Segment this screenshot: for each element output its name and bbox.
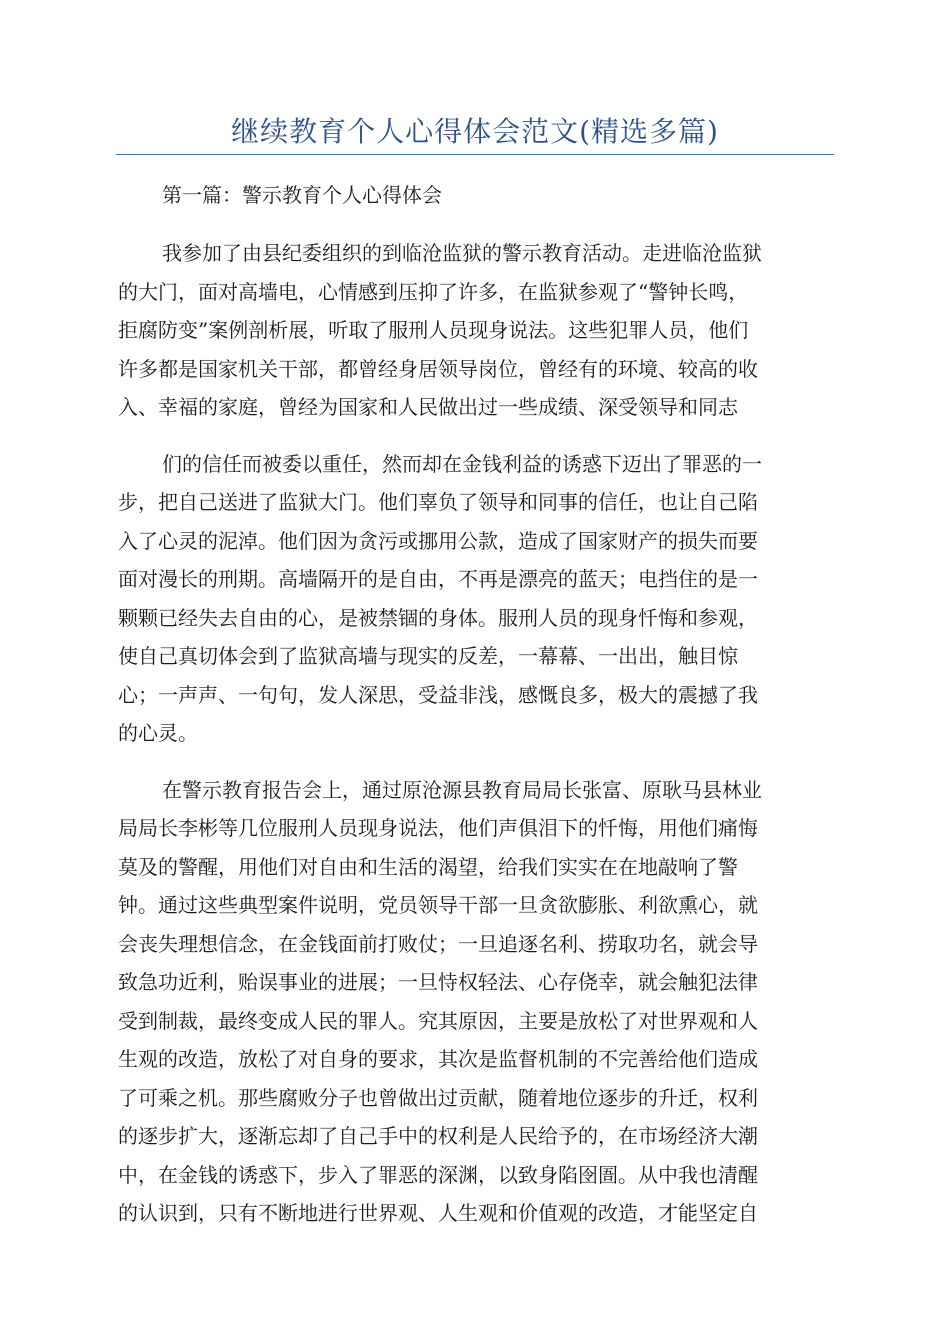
paragraph-line: 拒腐防变”案例剖析展，听取了服刑人员现身说法。这些犯罪人员，他们 bbox=[118, 318, 749, 342]
paragraph-line: 入了心灵的泥淖。他们因为贪污或挪用公款，造成了国家财产的损失而要 bbox=[118, 528, 758, 553]
title-underline bbox=[116, 154, 834, 155]
paragraph-1 bbox=[118, 234, 832, 427]
paragraph-line: 入、幸福的家庭，曾经为国家和人民做出过一些成绩、深受领导和同志 bbox=[118, 395, 738, 419]
paragraph-line: 中，在金钱的诱惑下，步入了罪恶的深渊，以致身陷囹圄。从中我也清醒 bbox=[118, 1162, 758, 1187]
paragraph-line: 步，把自己送进了监狱大门。他们辜负了领导和同事的信任，也让自己陷 bbox=[118, 490, 758, 514]
paragraph-line: 生观的改造，放松了对自身的要求，其次是监督机制的不完善给他们造成 bbox=[118, 1047, 758, 1071]
paragraph-line: 在警示教育报告会上，通过原沧源县教育局局长张富、原耿马县林业 bbox=[162, 777, 762, 802]
document-title: 继续教育个人心得体会范文(精选多篇) bbox=[231, 115, 719, 148]
paragraph-line: 莫及的警醒，用他们对自由和生活的渴望，给我们实实在在地敲响了警 bbox=[118, 854, 738, 879]
paragraph-3 bbox=[118, 771, 832, 1233]
paragraph-line: 面对漫长的刑期。高墙隔开的是自由，不再是漂亮的蓝天；电挡住的是一 bbox=[118, 567, 758, 591]
paragraph-line: 我参加了由县纪委组织的到临沧监狱的警示教育活动。走进临沧监狱 bbox=[162, 241, 762, 265]
paragraph-line: 局局长李彬等几位服刑人员现身说法，他们声俱泪下的忏悔，用他们痛悔 bbox=[118, 816, 758, 840]
paragraph-line: 心；一声声、一句句，发人深思，受益非浅，感慨良多，极大的震撼了我 bbox=[118, 682, 758, 707]
paragraph-line: 了可乘之机。那些腐败分子也曾做出过贡献，随着地位逐步的升迁，权利 bbox=[118, 1085, 758, 1110]
section-heading: 第一篇：警示教育个人心得体会 bbox=[162, 183, 442, 207]
document-body bbox=[118, 174, 832, 1251]
paragraph-line: 会丧失理想信念，在金钱面前打败仗；一旦追逐名利、捞取功名，就会导 bbox=[118, 931, 758, 956]
paragraph-line: 们的信任而被委以重任，然而却在金钱利益的诱惑下迈出了罪恶的一 bbox=[162, 451, 762, 476]
paragraph-line: 致急功近利，贻误事业的进展；一旦恃权轻法、心存侥幸，就会触犯法律 bbox=[118, 970, 758, 994]
paragraph-line: 的逐步扩大，逐渐忘却了自己手中的权利是人民给予的，在市场经济大潮 bbox=[118, 1124, 758, 1148]
paragraph-2 bbox=[118, 445, 832, 753]
paragraph-line: 的心灵。 bbox=[118, 721, 198, 745]
paragraph-line: 许多都是国家机关干部，都曾经身居领导岗位，曾经有的环境、较高的收 bbox=[118, 356, 758, 381]
paragraph-line: 的认识到，只有不断地进行世界观、人生观和价值观的改造，才能坚定自 bbox=[118, 1201, 758, 1225]
paragraph-line: 的大门，面对高墙电，心情感到压抑了许多，在监狱参观了“警钟长鸣， bbox=[118, 279, 749, 304]
paragraph-line: 受到制裁，最终变成人民的罪人。究其原因，主要是放松了对世界观和人 bbox=[118, 1008, 758, 1033]
paragraph-line: 钟。通过这些典型案件说明，党员领导干部一旦贪欲膨胀、利欲熏心，就 bbox=[118, 893, 758, 917]
paragraph-line: 使自己真切体会到了监狱高墙与现实的反差，一幕幕、一出出，触目惊 bbox=[118, 644, 738, 668]
paragraph-line: 颗颗已经失去自由的心，是被禁锢的身体。服刑人员的现身忏悔和参观， bbox=[118, 605, 758, 630]
